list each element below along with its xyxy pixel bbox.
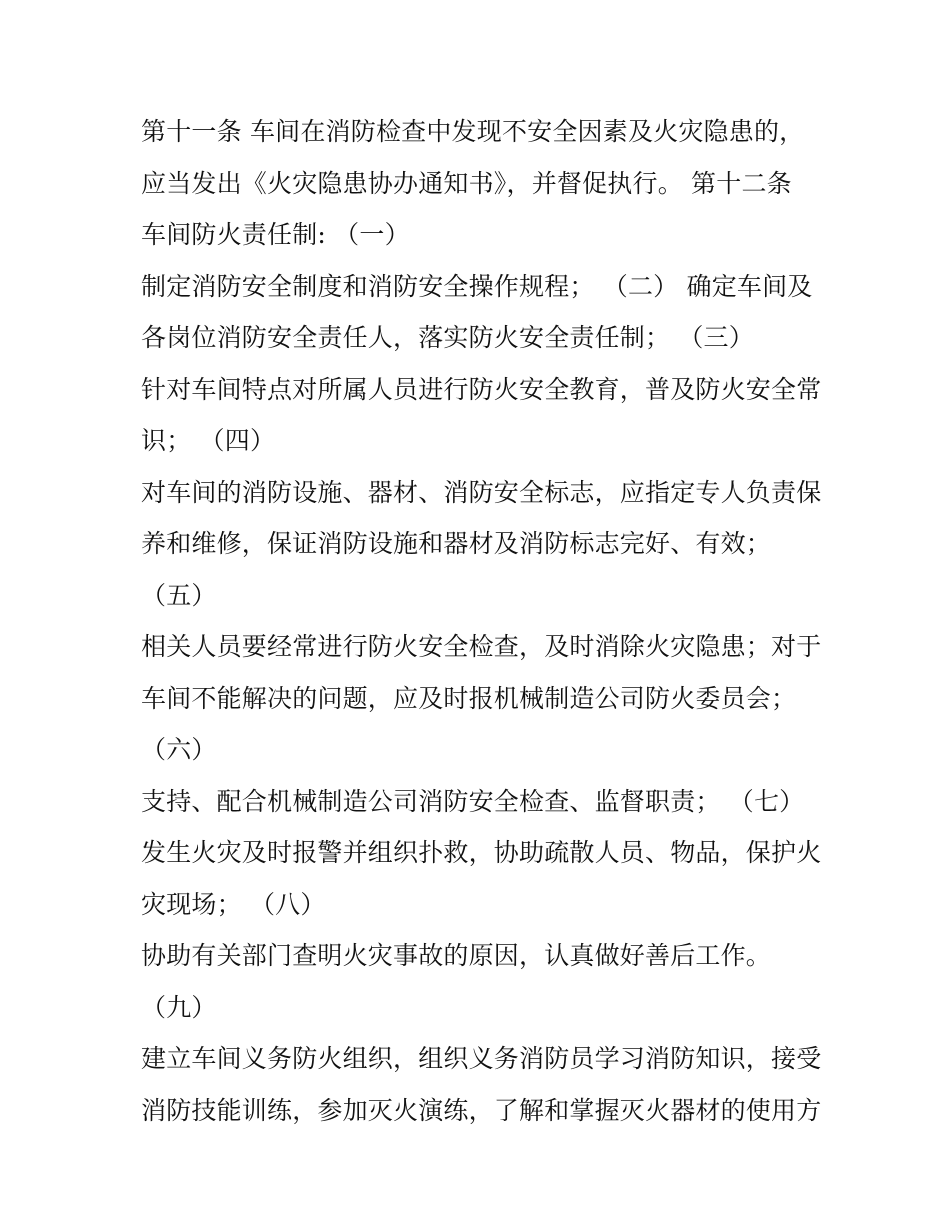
text-line: 支持、配合机械制造公司消防安全检查、监督职责； （七） — [141, 786, 805, 816]
text-line: 车间不能解决的问题，应及时报机械制造公司防火委员会； — [141, 683, 797, 713]
text-line: 对车间的消防设施、器材、消防安全标志，应指定专人负责保 — [141, 477, 822, 507]
text-line: 建立车间义务防火组织，组织义务消防员学习消防知识，接受 — [141, 1044, 822, 1073]
document-body — [141, 106, 831, 1136]
text-line: 发生火灾及时报警并组织扑救，协助疏散人员、物品，保护火 — [141, 838, 822, 867]
text-line: （九） — [141, 992, 217, 1022]
text-line: 制定消防安全制度和消防安全操作规程； （二） 确定车间及 — [141, 271, 813, 301]
text-line: 车间防火责任制: （一） — [141, 220, 410, 249]
text-line: 协助有关部门查明火灾事故的原因，认真做好善后工作。 — [141, 941, 772, 970]
text-line: 灾现场； （八） — [141, 889, 326, 919]
text-line: 相关人员要经常进行防火安全检查，及时消除火灾隐患；对于 — [141, 632, 822, 661]
text-line: 养和维修，保证消防设施和器材及消防标志完好、有效； — [141, 529, 772, 558]
text-line: （五） — [141, 580, 217, 610]
text-line: 消防技能训练，参加灭火演练，了解和掌握灭火器材的使用方 — [141, 1095, 822, 1125]
text-line: 各岗位消防安全责任人，落实防火安全责任制； （三） — [141, 323, 754, 352]
text-line: （六） — [141, 735, 217, 764]
text-line: 识； （四） — [141, 426, 276, 455]
text-line: 针对车间特点对所属人员进行防火安全教育，普及防火安全常 — [141, 374, 822, 404]
text-line: 应当发出《火灾隐患协办通知书》，并督促执行。 第十二条 — [141, 168, 792, 198]
text-line: 第十一条 车间在消防检查中发现不安全因素及火灾隐患的， — [141, 117, 805, 146]
